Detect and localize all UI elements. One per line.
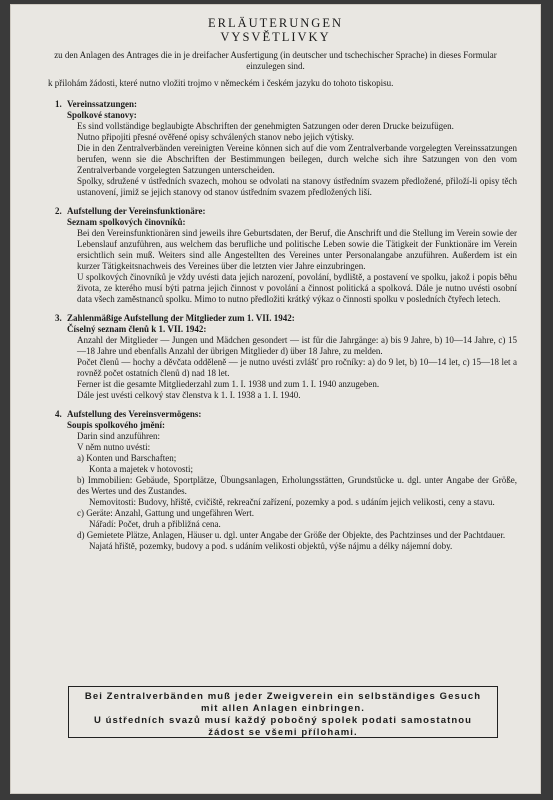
section-subheading: Spolkové stanovy:	[67, 110, 137, 120]
section-subheading: Soupis spolkového jmění:	[67, 420, 166, 430]
section-3	[55, 313, 517, 401]
paragraph: Es sind vollständige beglaubigte Abschriften der genehmigten Satzungen oder deren Drucke beizufügen.	[77, 121, 454, 131]
section-number: 2.	[55, 206, 62, 216]
list-item-translation: Konta a majetek v hotovosti;	[89, 464, 193, 474]
section-body	[77, 335, 517, 401]
list-item: c) Geräte: Anzahl, Gattung und ungefähren Wert.	[77, 508, 255, 518]
notice-czech: U ústředních svazů musí každý pobočný spolek podati samostatnou žádost se všemi přílohami.	[93, 715, 473, 738]
section-heading: Vereinssatzungen:	[67, 99, 138, 109]
paragraph: Nutno připojiti přesné ověřené opisy schválených stanov nebo jejich výtisky.	[77, 132, 354, 142]
section-heading: Aufstellung des Vereinsvermögens:	[67, 409, 202, 419]
list-item-translation: Nemovitosti: Budovy, hřiště, cvičiště, rekreační zařízení, pozemky a pod. s udáním jejich velikosti, ceny a stavu.	[89, 497, 495, 507]
title-german: ERLÄUTERUNGEN	[207, 16, 343, 30]
section-number: 3.	[55, 313, 62, 323]
paragraph: V něm nutno uvésti:	[77, 442, 151, 452]
notice-german: Bei Zentralverbänden muß jeder Zweigverein ein selbständiges Gesuch mit allen Anlagen einbringen.	[84, 691, 482, 714]
paragraph: Ferner ist die gesamte Mitgliederzahl zum 1. I. 1938 und zum 1. I. 1940 anzugeben.	[77, 379, 380, 389]
paragraph: Die in den Zentralverbänden vereinigten Vereine können sich auf die vom Zentralverbande vorgelegten Vereinssatzungen berufen, wenn sie die Abschriften der Bestimmungen beilegen, durch welche sich ihre Satzungen von den vom Zentralverbande vorgelegten Satzungen unterscheiden.	[77, 143, 517, 175]
list-item: b) Immobilien: Gebäude, Sportplätze, Übungsanlagen, Erholungsstätten, Grundstücke u. dgl. unter Angabe der Größe, des Wertes und des Zustandes.	[77, 475, 517, 496]
section-subheading: Seznam spolkových činovníků:	[67, 217, 186, 227]
intro-czech: k přilohám žádosti, které nutno vložiti trojmo v německém i českém jazyku do tohoto tiskopisu.	[48, 78, 394, 88]
section-heading: Zahlenmäßige Aufstellung der Mitglieder zum 1. VII. 1942:	[67, 313, 295, 323]
section-1	[55, 99, 517, 198]
section-2	[55, 206, 517, 305]
list-item: a) Konten und Barschaften;	[77, 453, 177, 463]
paragraph: U spolkových činovníků je vždy uvésti data jejich narození, povolání, bydliště, a postavení ve spolku, jakož i popis běhu života, ze kterého musí býti patrna jejich činnost v povolání a činnost politická a spolková. Dále je nutno uvésti osobní data všech zaměstnanců spolku. Mimo to nutno předložiti krátký výkaz o činnosti spolku v posledních čtyřech letech.	[77, 272, 517, 304]
paragraph: Anzahl der Mitglieder — Jungen und Mädchen gesondert — ist für die Jahrgänge: a) bis 9 Jahre, b) 10—14 Jahre, c) 15—18 Jahre und ebenfalls Anzahl der übrigen Mitglieder d) über 18 Jahre, zu melden.	[77, 335, 517, 356]
section-heading: Aufstellung der Vereinsfunktionäre:	[67, 206, 206, 216]
section-number: 4.	[55, 409, 62, 419]
paragraph: Darin sind anzuführen:	[77, 431, 160, 441]
paragraph: Bei den Vereinsfunktionären sind jeweils ihre Geburtsdaten, der Beruf, die Anschrift und die Stellung im Verein sowie der Lebenslauf anzuführen, aus welchem das berufliche und politische Leben sowie die Tätigkeit der Funktionäre im Verein ersichtlich sein muß. Weiters sind alle Angestellten des Vereines unter Personalangabe anzuführen. Außerdem ist ein kurzer Tätigkeitsnachweis des Vereines über die letzten vier Jahre einzubringen.	[77, 228, 517, 271]
section-subheading: Číselný seznam členů k 1. VII. 1942:	[67, 324, 207, 334]
list-item-translation: Nářadí: Počet, druh a přibližná cena.	[89, 519, 221, 529]
intro-german: zu den Anlagen des Antrages die in je dreifacher Ausfertigung (in deutscher und tschechischer Sprache) in dieses Formular einzulegen sind.	[54, 50, 497, 71]
section-body	[77, 431, 517, 552]
list-item: d) Gemietete Plätze, Anlagen, Häuser u. dgl. unter Angabe der Größe der Objekte, des Pachtzinses und der Pachtdauer.	[77, 530, 506, 540]
paragraph: Dále jest uvésti celkový stav členstva k 1. I. 1938 a 1. I. 1940.	[77, 390, 301, 400]
notice-box	[68, 686, 498, 738]
section-4	[55, 409, 517, 552]
list-item-translation: Najatá hřiště, pozemky, budovy a pod. s udáním velikosti objektů, výše nájmu a délky nájemní doby.	[89, 541, 453, 551]
document-page	[10, 4, 541, 794]
title-czech: VYSVĚTLIVKY	[220, 30, 331, 44]
paragraph: Počet členů — hochy a děvčata odděleně — je nutno uvésti zvlášť pro ročníky: a) do 9 let, b) 10—14 let, c) 15—18 let a rovněž počet ostatních členů d) nad 18 let.	[77, 357, 517, 378]
section-body	[77, 121, 517, 198]
section-number: 1.	[55, 99, 62, 109]
section-body	[77, 228, 517, 305]
paragraph: Spolky, sdružené v ústředních svazech, mohou se odvolati na stanovy ústředním svazem předložené, přiloží-li opisy těch ustanovení, jimiž se jejich stanovy od stanov ústředním svazem předložených liší.	[77, 176, 517, 197]
